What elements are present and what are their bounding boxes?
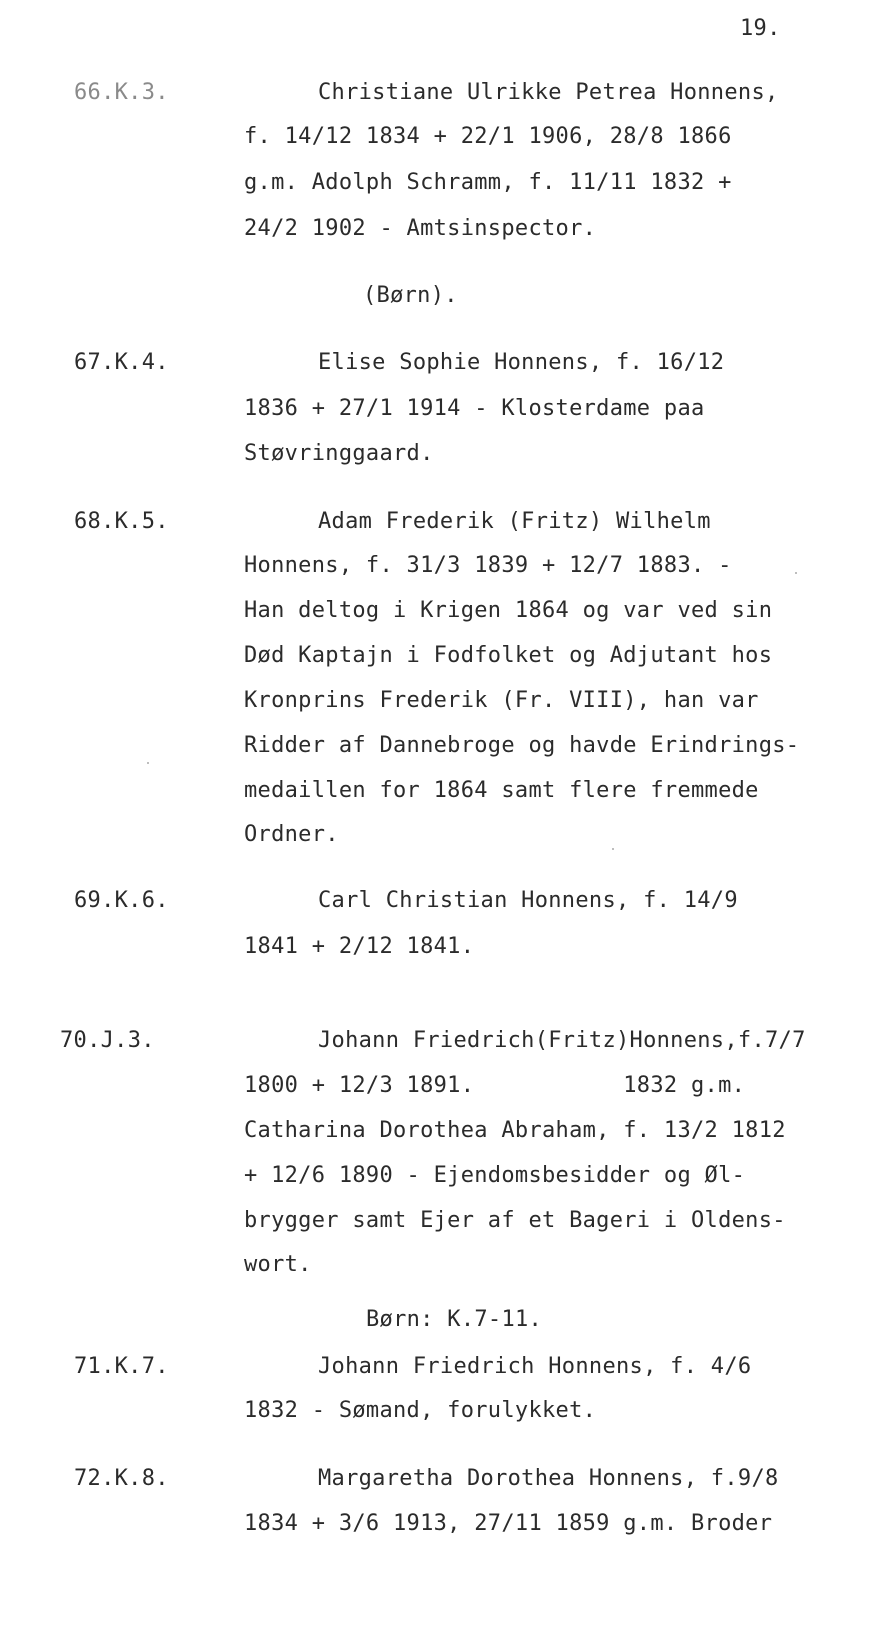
entry-line: Død Kaptajn i Fodfolket og Adjutant hos: [244, 643, 773, 668]
entry-line: Ordner.: [244, 822, 339, 847]
entry-line: Kronprins Frederik (Fr. VIII), han var: [244, 688, 759, 713]
entry-ref: 67.K.4.: [74, 350, 169, 375]
entry-ref: 71.K.7.: [74, 1354, 169, 1379]
entry-line: Carl Christian Honnens, f. 14/9: [318, 888, 738, 913]
entry-line: Adam Frederik (Fritz) Wilhelm: [318, 509, 711, 534]
entry-line: + 12/6 1890 - Ejendomsbesidder og Øl-: [244, 1163, 746, 1188]
entry-line: 1800 + 12/3 1891. 1832 g.m.: [244, 1073, 746, 1098]
entry-line: Elise Sophie Honnens, f. 16/12: [318, 350, 725, 375]
entry-ref: 69.K.6.: [74, 888, 169, 913]
entry-line: 1841 + 2/12 1841.: [244, 934, 475, 959]
entry-line: 1832 - Sømand, forulykket.: [244, 1398, 597, 1423]
scan-speck: [795, 572, 797, 574]
entry-line: 1834 + 3/6 1913, 27/11 1859 g.m. Broder: [244, 1511, 773, 1536]
entry-line: Støvringgaard.: [244, 441, 434, 466]
entry-line: wort.: [244, 1252, 312, 1277]
entry-line: Honnens, f. 31/3 1839 + 12/7 1883. -: [244, 553, 732, 578]
children-note: (Børn).: [363, 283, 458, 308]
entry-line: medaillen for 1864 samt flere fremmede: [244, 778, 759, 803]
entry-line: Margaretha Dorothea Honnens, f.9/8: [318, 1466, 779, 1491]
entry-line: Han deltog i Krigen 1864 og var ved sin: [244, 598, 773, 623]
children-note: Børn: K.7-11.: [366, 1307, 543, 1332]
entry-line: Ridder af Dannebroge og havde Erindrings-: [244, 733, 800, 758]
entry-line: g.m. Adolph Schramm, f. 11/11 1832 +: [244, 170, 732, 195]
entry-line: Catharina Dorothea Abraham, f. 13/2 1812: [244, 1118, 786, 1143]
entry-ref: 72.K.8.: [74, 1466, 169, 1491]
scan-speck: [147, 762, 149, 764]
entry-line: Christiane Ulrikke Petrea Honnens,: [318, 80, 779, 105]
entry-line: Johann Friedrich Honnens, f. 4/6: [318, 1354, 752, 1379]
scan-speck: [612, 848, 614, 850]
entry-line: 1836 + 27/1 1914 - Klosterdame paa: [244, 396, 705, 421]
entry-ref: 70.J.3.: [60, 1028, 155, 1053]
entry-line: brygger samt Ejer af et Bageri i Oldens-: [244, 1208, 786, 1233]
entry-line: 24/2 1902 - Amtsinspector.: [244, 216, 597, 241]
entry-line: f. 14/12 1834 + 22/1 1906, 28/8 1866: [244, 124, 732, 149]
entry-line: Johann Friedrich(Fritz)Honnens,f.7/7: [318, 1028, 806, 1053]
page-number: 19.: [740, 16, 781, 41]
entry-ref: 68.K.5.: [74, 509, 169, 534]
entry-ref: 66.K.3.: [74, 80, 169, 105]
